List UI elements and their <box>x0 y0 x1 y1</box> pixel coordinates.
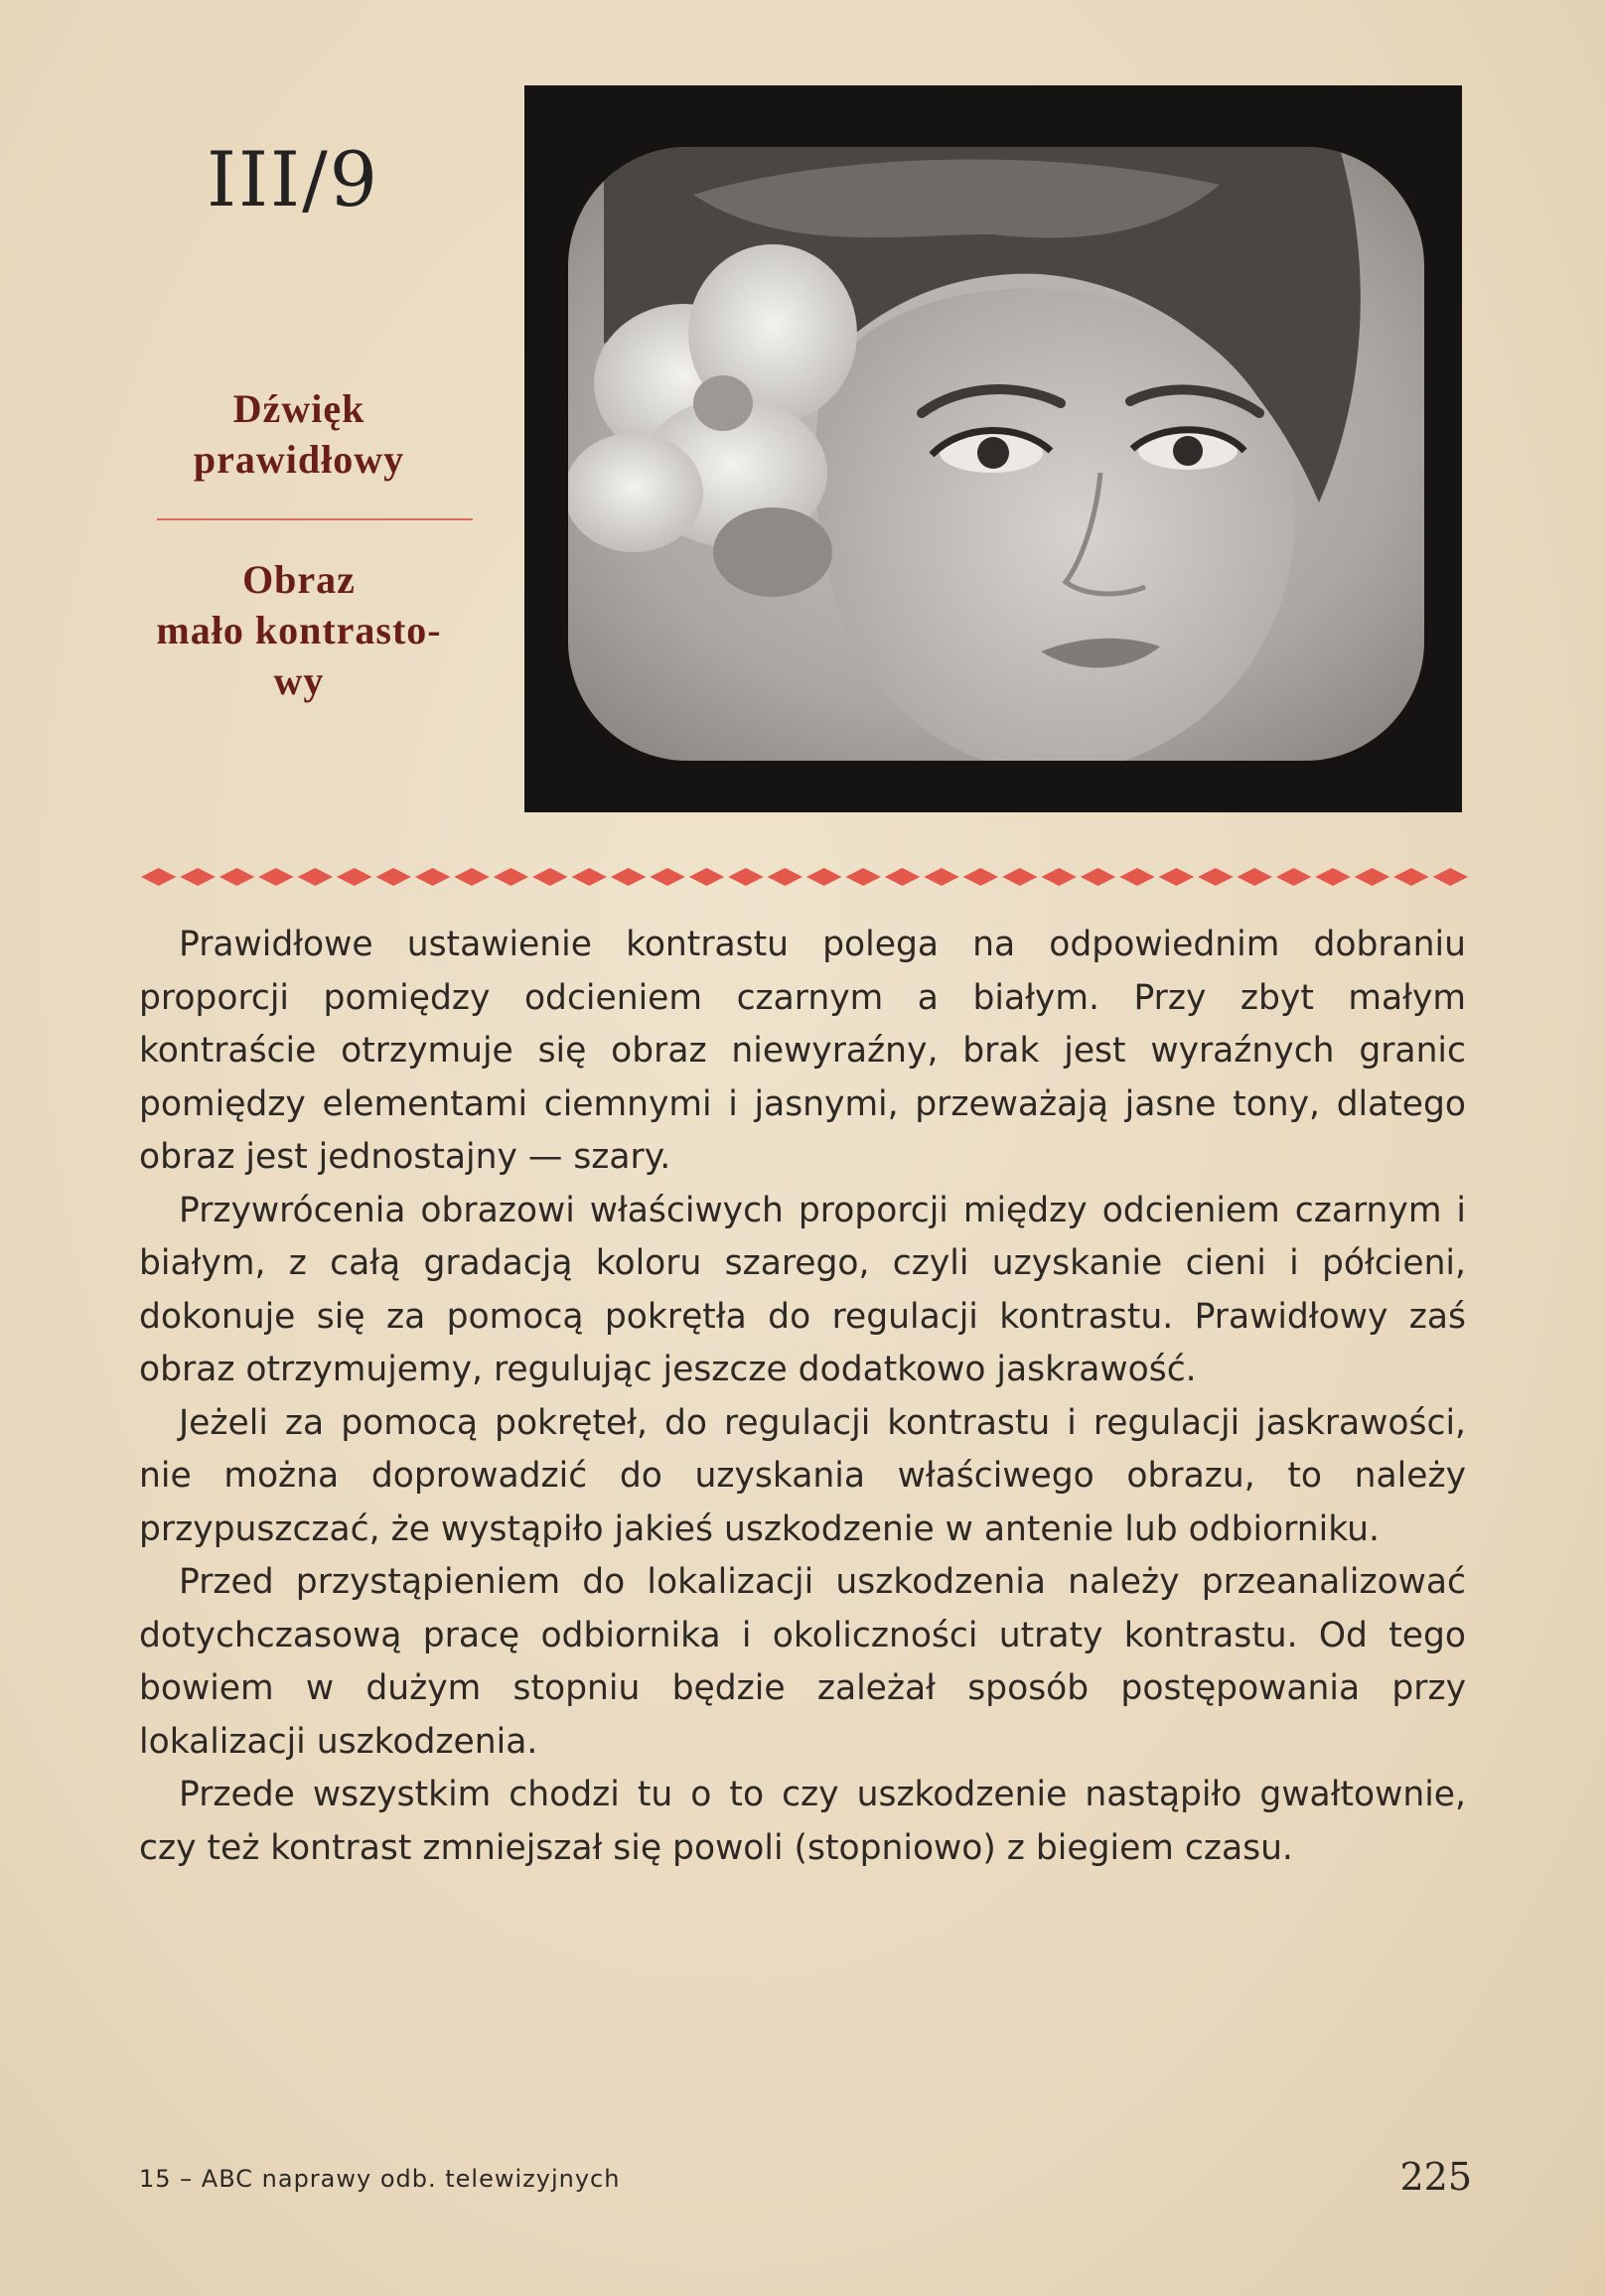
ornament-diamond <box>611 868 646 886</box>
ornament-diamond <box>1393 868 1428 886</box>
ornament-diamond <box>1119 868 1154 886</box>
ornament-diamond <box>768 868 802 886</box>
tv-screen-illustration <box>524 85 1462 812</box>
ornament-diamond <box>454 868 489 886</box>
ornament-diamond <box>650 868 684 886</box>
ornament-diamond <box>806 868 841 886</box>
ornament-diamond <box>1041 868 1076 886</box>
caption-image <box>117 554 481 706</box>
ornament-diamond <box>1276 868 1311 886</box>
paragraph: Przed przystąpieniem do lokalizacji uszkodzenia należy przeanalizować dotychczasową pracę odbiornika i okoliczności utraty kontrastu. Od tego bowiem w dużym stopniu będzie zależał sposób postępowania przy lokalizacji uszkodzenia. <box>139 1562 1466 1762</box>
ornament-diamond <box>415 868 450 886</box>
paragraph: Jeżeli za pomocą pokręteł, do regulacji kontrastu i regulacji jaskrawości, nie można doprowadzić do uzyskania właściwego obrazu, to należy przypuszczać, że wystąpiło jakieś uszkodzenie w antenie lub odbiorniku. <box>139 1402 1466 1549</box>
caption-sound <box>117 383 481 485</box>
ornament-diamond <box>572 868 607 886</box>
paragraph: Przede wszystkim chodzi tu o to czy uszkodzenie nastąpiło gwałtownie, czy też kontrast zmniejszał się powoli (stopniowo) z biegiem czasu. <box>139 1775 1466 1868</box>
page-number: 225 <box>1399 2155 1472 2199</box>
ornament-diamond <box>1433 868 1468 886</box>
caption-sound-line: prawidłowy <box>193 437 405 482</box>
ornament-diamond <box>1198 868 1233 886</box>
body-text <box>139 919 1466 1875</box>
ornament-diamond <box>1002 868 1037 886</box>
paragraph: Prawidłowe ustawienie kontrastu polega na odpowiednim dobraniu proporcji pomiędzy odcieniem czarnym a białym. Przy zbyt małym kontraście otrzymuje się obraz niewyraźny, brak jest wyraźnych granic pomiędzy elementami ciemnymi i jasnymi, przeważają jasne tony, dlatego obraz jest jednostajny — szary. <box>139 925 1466 1177</box>
ornament-diamond <box>180 868 215 886</box>
ornament-diamond <box>963 868 998 886</box>
caption-image-line: mało kontrasto- <box>156 608 442 652</box>
caption-image-line: Obraz <box>242 557 356 602</box>
ornament-diamond <box>1238 868 1272 886</box>
footer-source: 15 – ABC naprawy odb. telewizyjnych <box>139 2165 621 2193</box>
ornament-diamond <box>494 868 528 886</box>
ornament-diamond <box>375 868 410 886</box>
ornament-diamond <box>1355 868 1389 886</box>
caption-divider <box>157 518 473 520</box>
paragraph: Przywrócenia obrazowi właściwych proporcji między odcieniem czarnym i białym, z całą gradacją koloru szarego, czyli uzyskanie cieni i półcieni, dokonuje się za pomocą pokrętła do regulacji kontrastu. Prawidłowy zaś obraz otrzymujemy, regulując jeszcze dodatkowo jaskrawość. <box>139 1190 1466 1389</box>
caption-sound-line: Dźwięk <box>232 386 365 431</box>
tv-screen-photo <box>524 85 1462 812</box>
ornament-divider <box>139 862 1470 892</box>
ornament-diamond <box>1315 868 1350 886</box>
ornament-diamond <box>845 868 880 886</box>
ornament-diamond <box>1159 868 1194 886</box>
ornament-diamond <box>885 868 920 886</box>
ornament-diamond <box>258 868 293 886</box>
ornament-diamond <box>1081 868 1115 886</box>
section-number: III/9 <box>207 135 380 223</box>
ornament-diamond <box>141 868 176 886</box>
ornament-diamond <box>532 868 567 886</box>
ornament-diamond <box>337 868 371 886</box>
ornament-diamond <box>219 868 254 886</box>
ornament-diamond <box>728 868 763 886</box>
ornament-diamond <box>924 868 958 886</box>
ornament-diamond <box>689 868 724 886</box>
caption-image-line: wy <box>273 658 325 703</box>
ornament-diamond <box>298 868 333 886</box>
